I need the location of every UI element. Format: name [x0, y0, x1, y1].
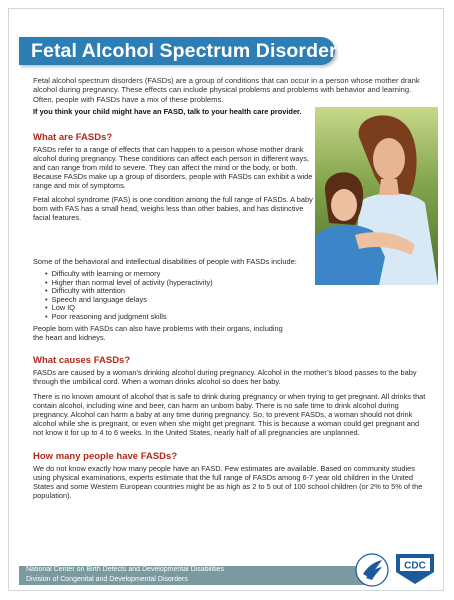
footer-division-name: Division of Congenital and Developmental Disorders: [26, 576, 188, 583]
hhs-eagle-logo: [356, 554, 388, 586]
intro-text: Fetal alcohol spectrum disorders (FASDs) are a group of conditions that can occur in a person whose mother drank alcohol during pregnancy. These effects can include physical problems and problems with behavior and learning. Often, people with FASDs have a mix of these problems.: [33, 76, 420, 104]
causes-paragraph-1: FASDs are caused by a woman’s drinking alcohol during pregnancy. Alcohol in the mother’s blood passes to the baby through the umbilical cord. When a woman drinks alcohol so does her baby.: [33, 368, 417, 386]
what-paragraph-3: Some of the behavioral and intellectual disabilities of people with FASDs include:: [33, 257, 297, 266]
title-bar: [19, 37, 348, 65]
logo-group: [354, 548, 438, 588]
list-item: • Higher than normal level of activity (hyperactivity): [45, 279, 315, 288]
photo-illustration: [315, 107, 438, 285]
list-item: • Low IQ: [45, 304, 315, 313]
what-paragraph-1: FASDs refer to a range of effects that can happen to a person whose mother drank alcohol during pregnancy. These conditions can affect each person in different ways, and can range from mild to severe. They can affect the mind or the body, or both. Because FASDs make up a group of disorders, people with FASDs can exhibit a wide range and mix of symptoms.: [33, 145, 313, 190]
intro-paragraph: [33, 76, 429, 104]
section-heading-how-many: How many people have FASDs?: [33, 451, 178, 462]
section-heading-what: What are FASDs?: [33, 132, 113, 143]
what-paragraph-4: People born with FASDs can also have problems with their organs, including the heart and kidneys.: [33, 324, 283, 342]
list-item: • Difficulty with attention: [45, 287, 315, 296]
cdc-logo-text: CDC: [404, 560, 426, 572]
list-item: • Poor reasoning and judgment skills: [45, 313, 315, 322]
what-paragraph-2: Fetal alcohol syndrome (FAS) is one condition among the full range of FASDs. A baby born with FAS has a small head, weighs less than other babies, and has distinctive facial features.: [33, 195, 313, 222]
cdc-logo: [396, 554, 434, 584]
disability-list: [33, 270, 315, 321]
footer-center-name: National Center on Birth Defects and Developmental Disabilities: [26, 566, 225, 573]
causes-paragraph-2: There is no known amount of alcohol that is safe to drink during pregnancy or when trying to get pregnant. All drinks that contain alcohol, including wine and beer, can harm an unborn baby. There is no safe time to drink alcohol during pregnancy. Alcohol can harm a baby at any time during pregnancy. So, to prevent FASDs, a woman should not drink alcohol while she is pregnant, or even when she might get pregnant. This is because a woman could get pregnant and not know it for up to 4 to 6 weeks. In the United States, nearly half of all pregnancies are unplanned.: [33, 392, 426, 437]
mother-and-daughter-photo: [315, 107, 438, 285]
list-item: • Difficulty with learning or memory: [45, 270, 315, 279]
how-many-paragraph: We do not know exactly how many people have an FASD. Few estimates are available. Based on community studies using physical examinations, experts estimate that the full range of FASDs among 6-7 year old children in the United States and some Western European countries might be as high as 2 to 5 out of 100 school children (or 2% to 5% of the population).: [33, 464, 423, 500]
page-title: Fetal Alcohol Spectrum Disorders: [31, 40, 348, 62]
callout-text: If you think your child might have an FASD, talk to your health care provider.: [33, 107, 302, 116]
list-item: • Speech and language delays: [45, 296, 315, 305]
logo-graphics: [354, 548, 438, 588]
section-heading-causes: What causes FASDs?: [33, 355, 131, 366]
